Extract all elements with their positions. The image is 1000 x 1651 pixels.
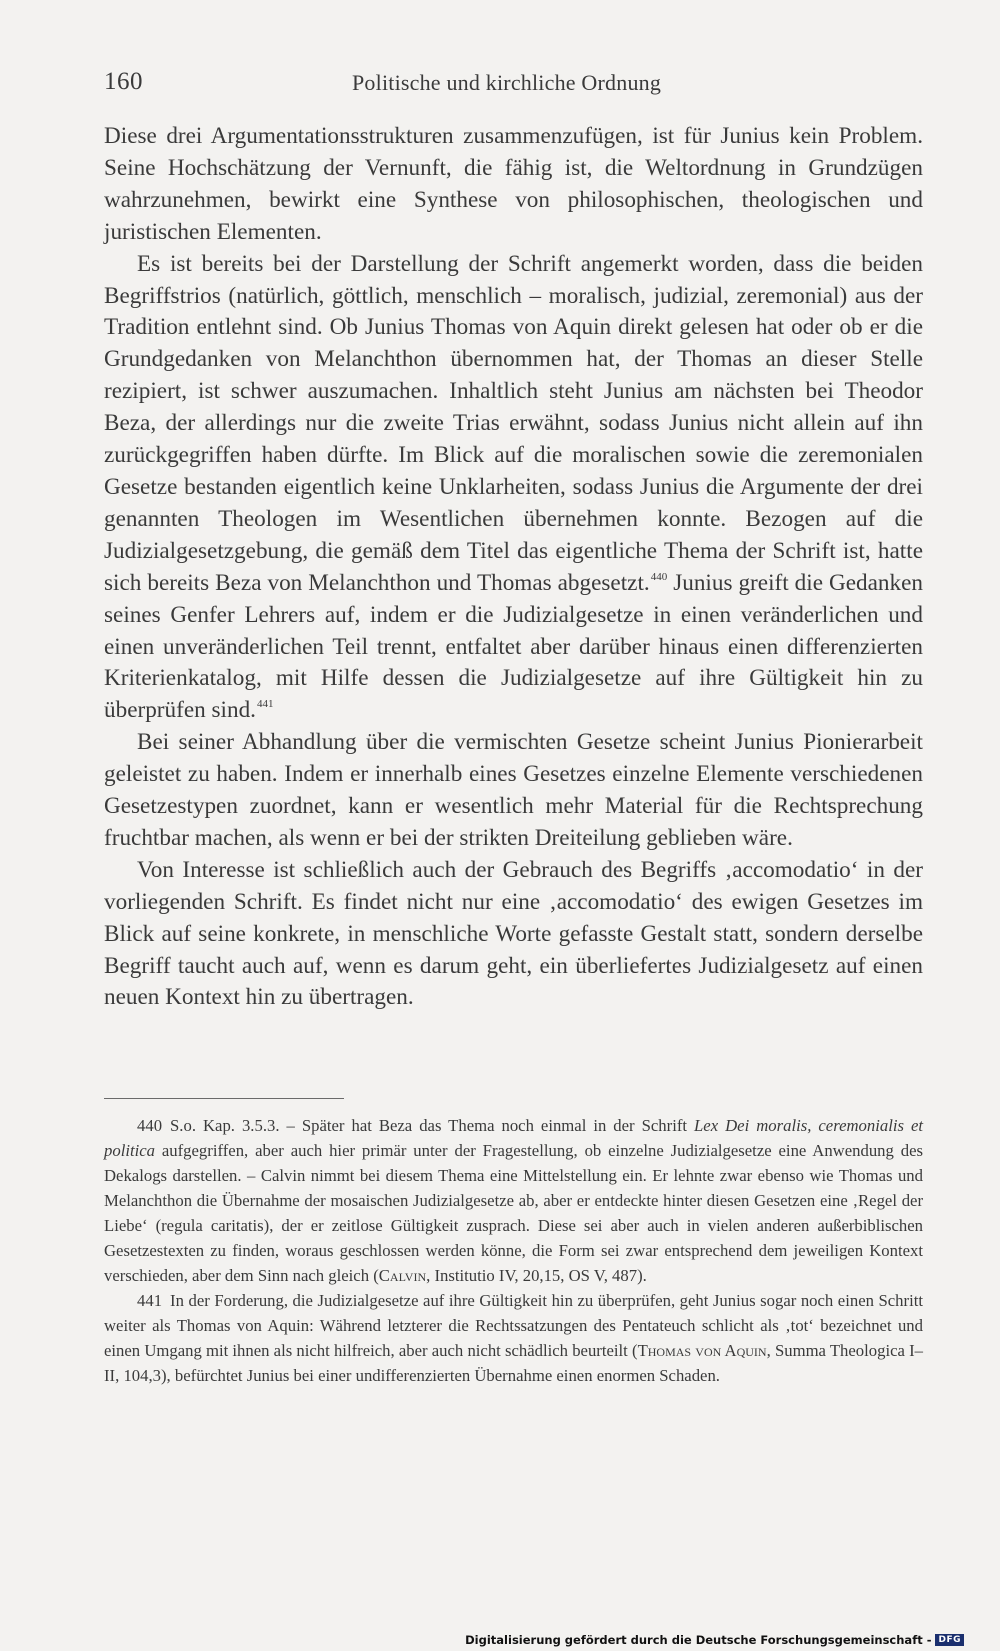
- running-head: Politische und kirchliche Ordnung: [352, 70, 662, 95]
- paragraph: Bei seiner Abhandlung über die vermischten Gesetze scheint Junius Pionierarbeit geleistet zu haben. Indem er innerhalb eines Gesetzes einzelne Elemente verschiedenen Gesetzestypen zuordnet, kann er wesentlich mehr Material für die Rechtsprechung fruchtbar machen, als wenn er bei der strikten Dreiteilung geblieben wäre.: [104, 729, 923, 851]
- digitization-credit: [465, 1633, 964, 1647]
- paragraph-text: Es ist bereits bei der Darstellung der Schrift angemerkt worden, dass die beiden Begriffstrios (natürlich, göttlich, menschlich – moralisch, judizial, zeremonial) aus der Tradition entlehnt sind. Ob Junius Thomas von Aquin direkt gelesen hat oder ob er die Grundgedanken von Melanchthon übernommen hat, der Thomas an dieser Stelle rezipiert, ist schwer auszumachen. Inhaltlich steht Junius am nächsten bei Theodor Beza, der allerdings nur die zweite Trias erwähnt, sodass Junius nicht allein auf ihn zurückgegriffen haben dürfte. Im Blick auf die moralischen sowie die zeremonialen Gesetze bestanden eigentlich keine Unklarheiten, sodass Junius die Argumente der drei genannten Theologen im Wesentlichen übernehmen konnte. Bezogen auf die Judizialgesetzgebung, die gemäß dem Titel das eigentliche Thema der Schrift ist, hatte sich bereits Beza von Melanchthon und Thomas abgesetzt.: [104, 250, 923, 596]
- footnote-text: , Institutio IV, 20,15, OS V, 487).: [426, 1266, 647, 1285]
- paragraph: Von Interesse ist schließlich auch der Gebrauch des Begriffs ‚accomodatio‘ in der vorliegenden Schrift. Es findet nicht nur eine ‚accomodatio‘ des ewigen Gesetzes im Blick auf seine konkrete, in menschliche Worte gefasste Gestalt statt, sondern derselbe Begriff taucht auch auf, wenn es darum geht, ein überliefertes Judizialgesetz auf einen neuen Kontext hin zu übertragen.: [104, 856, 923, 1011]
- footnote-441: [104, 1288, 923, 1388]
- body-text: [104, 121, 923, 1014]
- footnote-number: 441: [137, 1291, 163, 1310]
- credit-text: Digitalisierung gefördert durch die Deutsche Forschungsgemeinschaft -: [465, 1633, 932, 1647]
- footnote-number: 440: [137, 1116, 163, 1135]
- footnote-text: , Summa Theologica I–II, 104,3), befürchtet Junius bei einer undifferenzierten Übernahme einen enormen Schaden.: [104, 1341, 923, 1385]
- footnote-text: In der Forderung, die Judizialgesetze auf ihre Gültigkeit hin zu überprüfen, geht Junius sogar noch einen Schritt weiter als Thomas von Aquin: Während letzterer die Rechtssatzungen des Pentateuch schlicht als ‚tot‘ bezeichnet und einen Umgang mit ihnen als nicht hilfreich, aber auch nicht schädlich beurteilt (: [104, 1291, 923, 1360]
- work-title: Lex Dei moralis, ceremonialis et politica: [104, 1116, 924, 1160]
- dfg-logo: DFG: [935, 1634, 964, 1646]
- footnote-text: S.o. Kap. 3.5.3. – Später hat Beza das Thema noch einmal in der Schrift: [170, 1116, 695, 1135]
- cited-author: Thomas von Aquin: [637, 1341, 767, 1360]
- paragraph: [104, 249, 923, 728]
- footnote-440: [104, 1113, 923, 1288]
- footnotes: [104, 1113, 923, 1388]
- footnote-divider: [104, 1098, 344, 1099]
- cited-author: Calvin: [378, 1266, 427, 1285]
- paragraph: Diese drei Argumentationsstrukturen zusammenzufügen, ist für Junius kein Problem. Seine Hochschätzung der Vernunft, die fähig ist, die Weltordnung in Grundzügen wahrzunehmen, bewirkt eine Synthese von philosophischen, theologischen und juristischen Elementen.: [104, 123, 923, 245]
- footnote-text: aufgegriffen, aber auch hier primär unter der Fragestellung, ob einzelne Judizialgesetze eine Anwendung des Dekalogs darstellen. – Calvin nimmt bei diesem Thema eine Mittelstellung ein. Er lehnte zwar ebenso wie Thomas und Melanchthon die Übernahme der mosaischen Judizialgesetze ab, aber er entdeckte hinter diesen Gesetzen eine ‚Regel der Liebe‘ (regula caritatis), der er zeitlose Gültigkeit zusprach. Diese sei aber auch in vielen anderen außerbiblischen Gesetzestexten zu finden, woraus geschlossen werden könne, die Form sei zwar entsprechend dem jeweiligen Kontext verschieden, aber dem Sinn nach gleich (: [104, 1141, 923, 1285]
- footnote-ref-441[interactable]: 441: [256, 698, 274, 711]
- footnote-ref-440[interactable]: 440: [650, 570, 668, 583]
- paragraph-text: Junius greift die Gedanken seines Genfer Lehrers auf, indem er die Judizialgesetze in einen veränderlichen und einen unveränderlichen Teil trennt, entfaltet aber darüber hinaus einen differenzierten Kriterienkatalog, mit Hilfe dessen die Judizialgesetze auf ihre Gültigkeit hin zu überprüfen sind.: [104, 569, 923, 724]
- page-number: 160: [104, 68, 143, 95]
